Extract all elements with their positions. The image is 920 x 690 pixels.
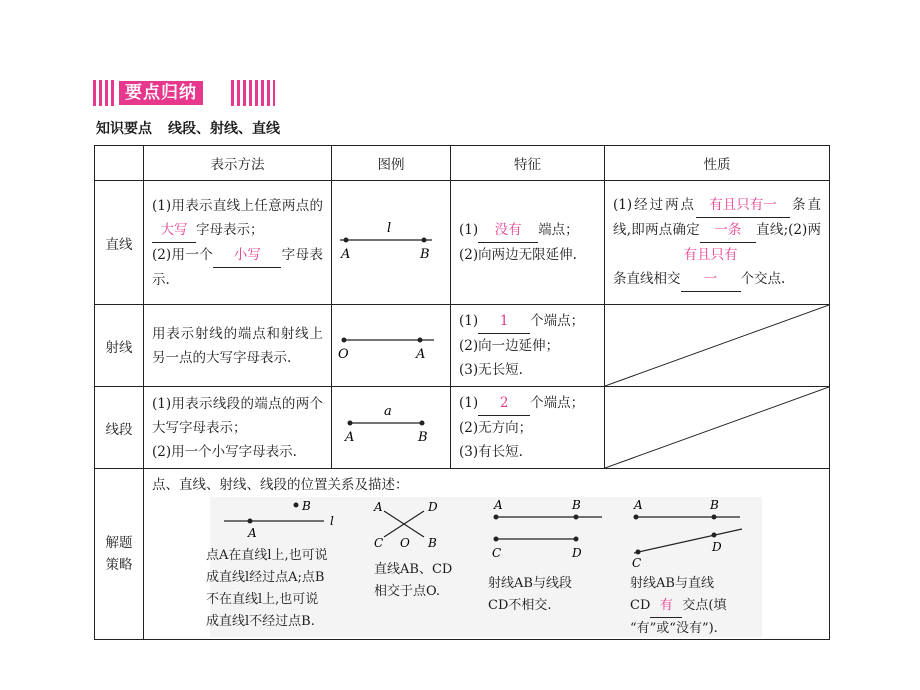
row-label-line: 直线 — [95, 181, 144, 305]
label-C: C — [632, 556, 642, 570]
label-D: D — [572, 546, 582, 560]
text: (1)用表示线段的端点的两个大写字母表示； — [152, 395, 323, 436]
segment-property-empty — [605, 387, 830, 469]
answer-blank: 2 — [478, 391, 530, 416]
line-method — [144, 181, 332, 305]
header-row — [95, 146, 830, 181]
text: CD — [630, 598, 651, 613]
ray-feature — [451, 305, 605, 387]
label-l: l — [387, 220, 392, 236]
fig3-caption — [488, 573, 608, 617]
fig1-caption — [206, 545, 356, 633]
diagonal-line — [605, 305, 829, 386]
strategy-intro: 点、直线、射线、线段的位置关系及描述： — [152, 477, 409, 493]
diagonal-line — [605, 387, 829, 468]
text: 成直线l经过点A;点B — [206, 570, 325, 585]
line-feature — [451, 181, 605, 305]
label-A: A — [374, 500, 383, 514]
label-a: a — [384, 403, 392, 419]
header-empty — [95, 146, 144, 181]
answer-blank: 有且只有一 — [696, 193, 790, 218]
label-B: B — [572, 498, 581, 512]
text: 条直线,即两点确定 — [613, 197, 822, 238]
segment-figure — [332, 387, 451, 469]
text: 射线AB与线段 — [488, 576, 572, 591]
knowledge-table — [94, 145, 830, 640]
strategy-cell — [144, 469, 830, 640]
label-A: A — [494, 498, 503, 512]
fig2-caption — [374, 559, 484, 603]
text: 个端点； — [530, 395, 585, 411]
text: (2)无方向； — [459, 420, 533, 436]
label-A: A — [634, 498, 643, 512]
text: (1)经过两点 — [613, 197, 697, 213]
header-feature: 特征 — [451, 146, 605, 181]
fig-intersecting-lines — [370, 497, 460, 555]
text: (1) — [459, 395, 479, 411]
ray-property-empty — [605, 305, 830, 387]
header-property: 性质 — [605, 146, 830, 181]
subheading-topic: 线段、射线、直线 — [168, 121, 280, 137]
segment-feature — [451, 387, 605, 469]
label-A: A — [416, 346, 426, 362]
ray-diagram — [332, 324, 442, 364]
label-l: l — [330, 514, 334, 528]
row-line — [95, 181, 830, 305]
text: (1) — [459, 222, 479, 238]
label-C: C — [374, 536, 384, 550]
segment-diagram — [332, 403, 442, 449]
answer-blank: 一条 — [700, 218, 756, 243]
fig-point-line — [218, 499, 348, 543]
banner-stripes-right — [231, 80, 275, 106]
text: 个交点. — [740, 271, 786, 287]
text: 端点； — [538, 222, 579, 238]
text: 点A在直线l上,也可说 — [206, 548, 328, 563]
label-D: D — [712, 540, 722, 554]
row-segment — [95, 387, 830, 469]
text: 不在直线l上,也可说 — [206, 592, 319, 607]
label-O: O — [400, 536, 410, 550]
text: 直线AB、CD — [374, 562, 453, 577]
answer-blank: 没有 — [478, 218, 538, 243]
text: 成直线l不经过点B. — [206, 614, 315, 629]
line-property — [605, 181, 830, 305]
answer-blank: 1 — [478, 309, 530, 334]
banner-title: 要点归纳 — [119, 81, 203, 105]
fig-ray-line — [630, 497, 750, 571]
text: 射线AB与直线 — [630, 576, 714, 591]
strategy-label: 解题策略 — [105, 535, 133, 573]
row-label-strategy — [95, 469, 144, 640]
text: (1) — [459, 313, 479, 329]
ray-figure — [332, 305, 451, 387]
segment-method — [144, 387, 332, 469]
header-method: 表示方法 — [144, 146, 332, 181]
row-ray — [95, 305, 830, 387]
text: 个端点； — [530, 313, 585, 329]
label-B: B — [710, 498, 719, 512]
ray-method: 用表示射线的端点和射线上另一点的大写字母表示. — [144, 305, 332, 387]
fig4-caption — [630, 573, 770, 640]
label-A: A — [345, 429, 355, 445]
label-B: B — [418, 429, 428, 445]
text: 相交于点O. — [374, 584, 441, 599]
label-D: D — [428, 500, 438, 514]
text: CD不相交. — [488, 598, 552, 613]
row-strategy — [95, 469, 830, 640]
text: 交点(填 — [682, 598, 727, 613]
label-B: B — [302, 499, 311, 513]
answer-blank: 小写 — [213, 243, 281, 268]
text: (1)用表示直线上任意两点的 — [152, 197, 323, 214]
row-label-segment: 线段 — [95, 387, 144, 469]
section-banner — [93, 80, 279, 106]
header-figure: 图例 — [332, 146, 451, 181]
text: 字母表示. — [152, 246, 323, 288]
text: (3)无长短. — [459, 362, 523, 378]
label-A: A — [248, 526, 257, 540]
answer-blank: 有 — [650, 595, 682, 618]
label-B: B — [428, 536, 437, 550]
label-O: O — [338, 346, 349, 362]
text: (2)向两边无限延伸. — [459, 247, 577, 263]
text: (3)有长短. — [459, 444, 523, 460]
strategy-content — [144, 469, 829, 639]
label-A: A — [341, 246, 351, 262]
answer-blank: 大写 — [152, 218, 196, 243]
banner-stripes-left — [93, 80, 117, 106]
label-C: C — [492, 546, 502, 560]
answer-blank: 有且只有一 — [681, 243, 741, 292]
fig-ray-segment — [488, 497, 608, 569]
text: (2)用一个小写字母表示. — [152, 443, 297, 460]
text: “有”或“没有”). — [630, 621, 718, 636]
strategy-figures — [206, 497, 762, 637]
subheading — [96, 118, 296, 138]
label-B: B — [420, 246, 430, 262]
text: (2)向一边延伸； — [459, 338, 560, 354]
subheading-label: 知识要点 — [96, 121, 152, 137]
text: 字母表示； — [196, 221, 264, 238]
text: (2)用一个 — [152, 246, 214, 263]
line-diagram — [332, 216, 442, 266]
row-label-ray: 射线 — [95, 305, 144, 387]
line-figure — [332, 181, 451, 305]
text: 直线;(2)两条直线相交 — [613, 222, 821, 287]
